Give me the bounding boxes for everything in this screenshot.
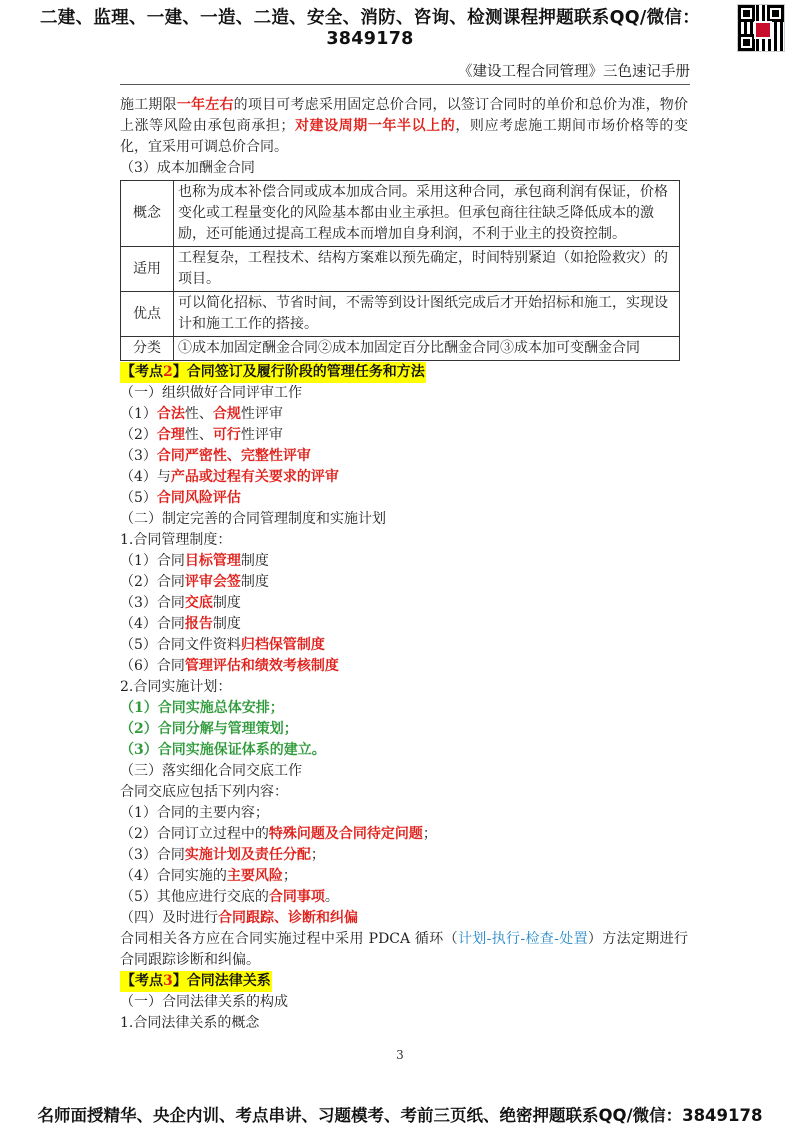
list-item: （2）合理性、可行性评审 — [120, 427, 283, 443]
pdca-paragraph: 合同相关各方应在合同实施过程中采用 PDCA 循环（计划-执行-检查-处置）方法定期进行合同跟踪诊断和纠偏。 — [120, 931, 688, 968]
section-heading: （一）组织做好合同评审工作 — [120, 385, 302, 401]
table-row — [121, 337, 680, 361]
section-heading: （二）制定完善的合同管理制度和实施计划 — [120, 511, 386, 527]
subsection-heading: 1.合同法律关系的概念 — [120, 1015, 260, 1031]
table-label: 优点 — [121, 292, 174, 337]
qr-code-icon — [737, 4, 785, 52]
table-text: 也称为成本补偿合同或成本加成合同。采用这种合同，承包商利润有保证，价格变化或工程量变化的风险基本都由业主承担。但承包商往往缺乏降低成本的激励，还可能通过提高工程成本而增加自身利润，不利于业主的投资控制。 — [174, 181, 680, 247]
section-heading: （一）合同法律关系的构成 — [120, 994, 288, 1010]
subsection-heading: 1.合同管理制度： — [120, 532, 232, 548]
bottom-promo-banner: 名师面授精华、央企内训、考点串讲、习题模考、考前三页纸、绝密押题联系QQ/微信：3849178 — [37, 1106, 763, 1125]
cost-plus-heading: （3）成本加酬金合同 — [120, 160, 255, 176]
list-item: （1）合同的主要内容； — [120, 805, 269, 821]
list-item: （3）合同实施保证体系的建立。 — [120, 742, 326, 758]
table-label: 适用 — [121, 247, 174, 292]
table-text: 可以简化招标、节省时间，不需等到设计图纸完成后才开始招标和施工，实现设计和施工工作的搭接。 — [174, 292, 680, 337]
table-text: ①成本加固定酬金合同②成本加固定百分比酬金合同③成本加可变酬金合同 — [174, 337, 680, 361]
cost-plus-table — [120, 180, 680, 361]
table-label: 概念 — [121, 181, 174, 247]
top-promo-banner: 二建、监理、一建、一造、二造、安全、消防、咨询、检测课程押题联系QQ/微信：3849178 — [39, 8, 701, 49]
section-heading: （四）及时进行合同跟踪、诊断和纠偏 — [120, 910, 358, 926]
list-item: （1）合法性、合规性评审 — [120, 406, 283, 422]
key-point-2-heading: 【考点2】合同签订及履行阶段的管理任务和方法 — [120, 362, 688, 383]
header-divider — [120, 84, 690, 85]
table-row — [121, 292, 680, 337]
list-item: （3）合同交底制度 — [120, 595, 241, 611]
list-item: （5）合同文件资料归档保管制度 — [120, 637, 325, 653]
table-row — [121, 247, 680, 292]
list-item: （4）合同实施的主要风险； — [120, 868, 297, 884]
running-header-title: 《建设工程合同管理》三色速记手册 — [458, 64, 690, 80]
list-item: （5）其他应进行交底的合同事项。 — [120, 889, 339, 905]
list-item: （2）合同分解与管理策划； — [120, 721, 298, 737]
page-number: 3 — [396, 1048, 404, 1062]
list-item: （3）合同实施计划及责任分配； — [120, 847, 325, 863]
table-text: 工程复杂，工程技术、结构方案难以预先确定，时间特别紧迫（如抢险救灾）的项目。 — [174, 247, 680, 292]
list-item: （6）合同管理评估和绩效考核制度 — [120, 658, 339, 674]
list-item: （4）合同报告制度 — [120, 616, 241, 632]
page-body — [120, 95, 688, 1034]
list-item: （3）合同严密性、完整性评审 — [120, 448, 311, 464]
table-label: 分类 — [121, 337, 174, 361]
list-item: （1）合同实施总体安排； — [120, 700, 284, 716]
subsection-heading: 2.合同实施计划： — [120, 679, 232, 695]
table-row — [121, 181, 680, 247]
list-item: （2）合同评审会签制度 — [120, 574, 269, 590]
key-point-3-heading: 【考点3】合同法律关系 — [120, 971, 688, 992]
list-item: （1）合同目标管理制度 — [120, 553, 269, 569]
list-item: （2）合同订立过程中的特殊问题及合同待定问题； — [120, 826, 437, 842]
intro-paragraph: 施工期限一年左右的项目可考虑采用固定总价合同，以签订合同时的单价和总价为准，物价上涨等风险由承包商承担；对建设周期一年半以上的，则应考虑施工期间市场价格等的变化，宜采用可调总价合同。 — [120, 97, 689, 155]
section-intro: 合同交底应包括下列内容： — [120, 784, 288, 800]
section-heading: （三）落实细化合同交底工作 — [120, 763, 302, 779]
list-item: （5）合同风险评估 — [120, 490, 241, 506]
list-item: （4）与产品或过程有关要求的评审 — [120, 469, 339, 485]
